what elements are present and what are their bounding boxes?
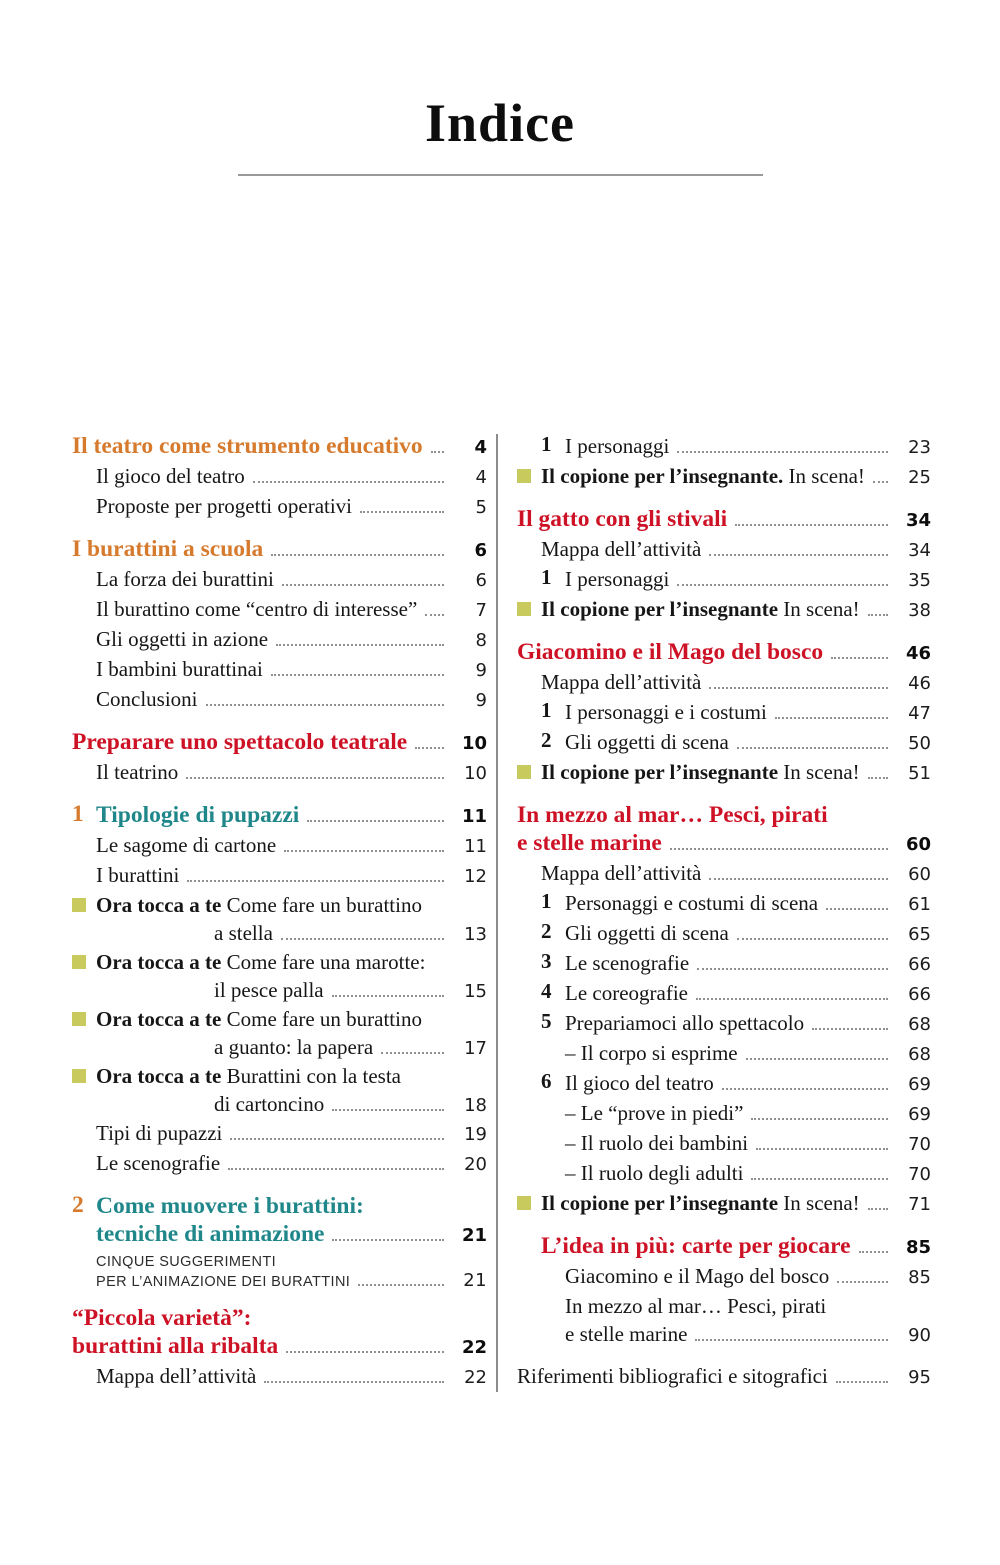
toc-entry: [517, 462, 931, 492]
entry-label: Riferimenti bibliografici e sitografici: [517, 1364, 828, 1388]
entry-label: Il teatro come strumento educativo: [72, 433, 423, 459]
table-of-contents: [72, 432, 932, 1392]
entry-label: e stelle marine: [517, 830, 662, 856]
page-number: 6: [474, 540, 487, 561]
page-number: 70: [908, 1134, 931, 1155]
page-number: 11: [461, 806, 487, 827]
page-number: 12: [464, 866, 487, 887]
page-number: 47: [908, 703, 931, 724]
page-number: 9: [475, 690, 487, 711]
page-number: 68: [908, 1044, 931, 1065]
dotted-leader: [186, 774, 444, 779]
entry-label: tecniche di animazione: [96, 1221, 325, 1247]
page-number: 21: [463, 1269, 487, 1291]
entry-label: – Il corpo si esprime: [565, 1041, 738, 1065]
dotted-leader: [360, 508, 444, 513]
dotted-leader: [332, 1106, 444, 1111]
page-number: 4: [475, 467, 487, 488]
page-number: 21: [461, 1225, 487, 1246]
toc-entry: [72, 1362, 487, 1392]
entry-label: Gli oggetti di scena: [565, 730, 729, 754]
entry-number: 2: [541, 919, 552, 943]
toc-entry: [72, 1119, 487, 1149]
toc-entry: [517, 1129, 931, 1159]
dotted-leader: [332, 992, 444, 997]
dotted-leader: [253, 478, 444, 483]
toc-section-heading: [72, 1192, 487, 1250]
entry-label: Mappa dell’attività: [96, 1364, 257, 1388]
page-number: 34: [908, 540, 931, 561]
entry-label: e stelle marine: [565, 1322, 688, 1346]
entry-label: Il gioco del teatro: [565, 1071, 714, 1095]
toc-section-heading: [517, 801, 931, 859]
entry-label: Tipi di pupazzi: [96, 1121, 223, 1145]
toc-entry: [72, 831, 487, 861]
entry-number: 3: [541, 949, 552, 973]
entry-label: Gli oggetti di scena: [565, 921, 729, 945]
entry-label: Il copione per l’insegnante In scena!: [541, 1191, 860, 1215]
dotted-leader: [415, 744, 444, 749]
dotted-leader: [228, 1165, 444, 1170]
dotted-leader: [677, 448, 888, 453]
section-square-icon: [517, 765, 531, 779]
toc-entry: [517, 758, 931, 788]
dotted-leader: [696, 995, 888, 1000]
entry-label: il pesce palla: [214, 978, 324, 1002]
page-number: 6: [475, 570, 487, 591]
toc-entry: [72, 565, 487, 595]
entry-number: 6: [541, 1069, 552, 1093]
entry-label: I personaggi: [565, 434, 670, 458]
entry-label: Il copione per l’insegnante In scena!: [541, 597, 860, 621]
title-rule: [238, 174, 763, 176]
entry-label: burattini alla ribalta: [72, 1333, 279, 1359]
toc-entry: [72, 492, 487, 522]
page-number: 35: [908, 570, 931, 591]
toc-entry: [72, 685, 487, 715]
entry-label: Le scenografie: [96, 1151, 221, 1175]
page-number: 20: [464, 1154, 487, 1175]
toc-entry: [517, 1262, 931, 1292]
dotted-leader: [358, 1281, 444, 1286]
dotted-leader: [332, 1236, 444, 1241]
dotted-leader: [868, 1205, 888, 1210]
dotted-leader: [812, 1025, 888, 1030]
toc-section-heading: [72, 801, 487, 831]
entry-label: Il gatto con gli stivali: [517, 506, 728, 532]
page-number: 15: [464, 981, 487, 1002]
page-number: 70: [908, 1164, 931, 1185]
dotted-leader: [276, 641, 444, 646]
entry-label: L’idea in più: carte per giocare: [541, 1233, 851, 1259]
toc-entry: [517, 565, 931, 595]
dotted-leader: [751, 1175, 888, 1180]
toc-section-heading: [72, 535, 487, 565]
dotted-leader: [264, 1378, 444, 1383]
page-number: 51: [908, 763, 931, 784]
page-number: 18: [464, 1095, 487, 1116]
toc-entry: [517, 668, 931, 698]
entry-label: In mezzo al mar… Pesci, pirati: [565, 1294, 827, 1318]
entry-label: Ora tocca a te Come fare un burattino: [96, 893, 422, 917]
dotted-leader: [836, 1378, 888, 1383]
entry-label: Personaggi e costumi di scena: [565, 891, 819, 915]
page-number: 22: [464, 1367, 487, 1388]
dotted-leader: [737, 935, 888, 940]
page-number: 90: [908, 1325, 931, 1346]
toc-entry: [72, 1254, 487, 1291]
toc-section-heading: [517, 1232, 931, 1262]
dotted-leader: [307, 817, 444, 822]
entry-label: – Il ruolo degli adulti: [565, 1161, 744, 1185]
toc-entry: [72, 891, 487, 948]
section-square-icon: [517, 1196, 531, 1210]
dotted-leader: [751, 1115, 888, 1120]
entry-label: Ora tocca a te Come fare un burattino: [96, 1007, 422, 1031]
page-number: 38: [908, 600, 931, 621]
entry-label: Mappa dell’attività: [541, 537, 702, 561]
dotted-leader: [873, 478, 888, 483]
section-square-icon: [72, 1012, 86, 1026]
entry-label: Giacomino e il Mago del bosco: [517, 639, 824, 665]
page-number: 85: [908, 1267, 931, 1288]
entry-label: I personaggi: [565, 567, 670, 591]
entry-label: La forza dei burattini: [96, 567, 274, 591]
entry-label: Il gioco del teatro: [96, 464, 245, 488]
page-number: 25: [908, 467, 931, 488]
entry-label: Gli oggetti in azione: [96, 627, 269, 651]
entry-number: 1: [541, 698, 552, 722]
column-divider: [496, 434, 498, 1392]
toc-entry: [517, 1039, 931, 1069]
dotted-leader: [837, 1278, 888, 1283]
toc-entry: [517, 1189, 931, 1219]
toc-entry: [517, 949, 931, 979]
toc-entry: [517, 595, 931, 625]
entry-label: Il copione per l’insegnante. In scena!: [541, 464, 865, 488]
dotted-leader: [282, 581, 444, 586]
section-square-icon: [72, 955, 86, 969]
toc-entry: [72, 625, 487, 655]
page-number: 66: [908, 954, 931, 975]
toc-section-heading: [72, 728, 487, 758]
entry-number: 1: [72, 801, 84, 827]
toc-entry: [517, 728, 931, 758]
entry-label: CINQUE SUGGERIMENTI: [96, 1254, 276, 1270]
page-number: 5: [475, 497, 487, 518]
dotted-leader: [859, 1248, 888, 1253]
dotted-leader: [677, 581, 888, 586]
entry-label: “Piccola varietà”:: [72, 1305, 252, 1331]
page-number: 10: [461, 733, 487, 754]
toc-entry: [517, 979, 931, 1009]
entry-label: I bambini burattinai: [96, 657, 263, 681]
section-square-icon: [72, 1069, 86, 1083]
entry-number: 2: [541, 728, 552, 752]
section-square-icon: [72, 898, 86, 912]
page-number: 46: [905, 643, 931, 664]
dotted-leader: [431, 448, 444, 453]
dotted-leader: [746, 1055, 888, 1060]
page-number: 61: [908, 894, 931, 915]
dotted-leader: [735, 521, 888, 526]
toc-entry: [517, 1009, 931, 1039]
toc-entry: [72, 595, 487, 625]
dotted-leader: [868, 611, 888, 616]
dotted-leader: [425, 611, 444, 616]
entry-label: I personaggi e i costumi: [565, 700, 767, 724]
page-number: 46: [908, 673, 931, 694]
entry-label: Il copione per l’insegnante In scena!: [541, 760, 860, 784]
toc-entry: [517, 1362, 931, 1392]
toc-section-heading: [72, 432, 487, 462]
section-square-icon: [517, 469, 531, 483]
dotted-leader: [695, 1336, 888, 1341]
toc-entry: [517, 1292, 931, 1349]
page-number: 34: [905, 510, 931, 531]
entry-label: – Le “prove in piedi”: [565, 1101, 744, 1125]
page-number: 17: [464, 1038, 487, 1059]
page-number: 66: [908, 984, 931, 1005]
entry-label: Il teatrino: [96, 760, 179, 784]
entry-label: In mezzo al mar… Pesci, pirati: [517, 802, 828, 828]
dotted-leader: [271, 551, 444, 556]
entry-number: 1: [541, 565, 552, 589]
dotted-leader: [826, 905, 888, 910]
toc-entry: [72, 1062, 487, 1119]
toc-entry: [72, 1149, 487, 1179]
toc-entry: [72, 758, 487, 788]
entry-label: Come muovere i burattini:: [96, 1193, 364, 1219]
entry-label: Mappa dell’attività: [541, 861, 702, 885]
entry-label: a stella: [214, 921, 273, 945]
entry-label: I burattini a scuola: [72, 536, 264, 562]
dotted-leader: [722, 1085, 888, 1090]
entry-label: Ora tocca a te Come fare una marotte:: [96, 950, 426, 974]
dotted-leader: [206, 701, 444, 706]
toc-entry: [72, 1005, 487, 1062]
toc-entry: [517, 432, 931, 462]
dotted-leader: [756, 1145, 888, 1150]
page-number: 4: [474, 437, 487, 458]
page-number: 7: [475, 600, 487, 621]
page-number: 68: [908, 1014, 931, 1035]
dotted-leader: [775, 714, 888, 719]
entry-number: 4: [541, 979, 552, 1003]
page-number: 13: [464, 924, 487, 945]
page-number: 95: [908, 1367, 931, 1388]
entry-label: di cartoncino: [214, 1092, 325, 1116]
section-square-icon: [517, 602, 531, 616]
page-number: 19: [464, 1124, 487, 1145]
entry-label: Giacomino e il Mago del bosco: [565, 1264, 830, 1288]
entry-label: Tipologie di pupazzi: [96, 802, 300, 828]
dotted-leader: [284, 847, 444, 852]
dotted-leader: [381, 1049, 444, 1054]
toc-right-column: [517, 432, 931, 1392]
dotted-leader: [709, 875, 888, 880]
page-number: 22: [461, 1337, 487, 1358]
toc-section-heading: [72, 1304, 487, 1362]
entry-label: PER L’ANIMAZIONE DEI BURATTINI: [96, 1273, 351, 1290]
toc-section-heading: [517, 505, 931, 535]
toc-entry: [517, 535, 931, 565]
page-title: Indice: [424, 93, 576, 153]
toc-entry: [517, 1069, 931, 1099]
toc-entry: [72, 655, 487, 685]
dotted-leader: [281, 935, 444, 940]
toc-entry: [72, 861, 487, 891]
dotted-leader: [286, 1348, 444, 1353]
toc-left-column: [72, 432, 487, 1392]
dotted-leader: [670, 845, 888, 850]
entry-label: – Il ruolo dei bambini: [565, 1131, 749, 1155]
dotted-leader: [187, 877, 444, 882]
entry-number: 5: [541, 1009, 552, 1033]
toc-entry: [517, 1159, 931, 1189]
dotted-leader: [737, 744, 888, 749]
page-number: 9: [475, 660, 487, 681]
dotted-leader: [709, 551, 888, 556]
entry-number: 1: [541, 889, 552, 913]
toc-section-heading: [517, 638, 931, 668]
page-number: 69: [908, 1074, 931, 1095]
entry-number: 2: [72, 1192, 84, 1218]
dotted-leader: [868, 774, 888, 779]
page-number: 50: [908, 733, 931, 754]
page-number: 69: [908, 1104, 931, 1125]
toc-entry: [517, 919, 931, 949]
toc-entry: [517, 889, 931, 919]
dotted-leader: [709, 684, 888, 689]
entry-number: 1: [541, 432, 552, 456]
page-number: 71: [908, 1194, 931, 1215]
dotted-leader: [271, 671, 444, 676]
entry-label: Mappa dell’attività: [541, 670, 702, 694]
page-number: 11: [464, 836, 487, 857]
entry-label: Ora tocca a te Burattini con la testa: [96, 1064, 401, 1088]
entry-label: Prepariamoci allo spettacolo: [565, 1011, 805, 1035]
toc-entry: [517, 1099, 931, 1129]
entry-label: Le sagome di cartone: [96, 833, 277, 857]
toc-entry: [72, 948, 487, 1005]
page-number: 65: [908, 924, 931, 945]
dotted-leader: [230, 1135, 444, 1140]
page-number: 10: [464, 763, 487, 784]
dotted-leader: [831, 654, 888, 659]
entry-label: Le coreografie: [565, 981, 688, 1005]
dotted-leader: [697, 965, 888, 970]
entry-label: Le scenografie: [565, 951, 690, 975]
entry-label: Proposte per progetti operativi: [96, 494, 353, 518]
page-number: 8: [475, 630, 487, 651]
toc-entry: [72, 462, 487, 492]
toc-entry: [517, 859, 931, 889]
page-number: 60: [905, 834, 931, 855]
entry-label: Conclusioni: [96, 687, 198, 711]
entry-label: I burattini: [96, 863, 180, 887]
toc-entry: [517, 698, 931, 728]
entry-label: Il burattino come “centro di interesse”: [96, 597, 418, 621]
page-number: 85: [905, 1237, 931, 1258]
entry-label: Preparare uno spettacolo teatrale: [72, 729, 408, 755]
page-number: 60: [908, 864, 931, 885]
entry-label: a guanto: la papera: [214, 1035, 374, 1059]
page-number: 23: [908, 437, 931, 458]
